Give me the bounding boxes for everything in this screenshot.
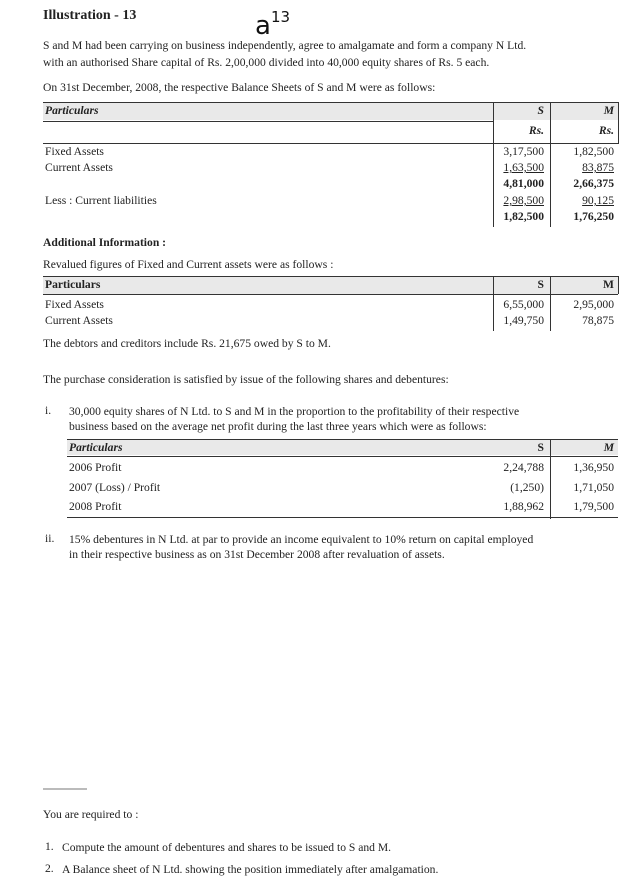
- bs-header-s: S: [537, 104, 544, 117]
- handwritten-sup: 13: [270, 8, 291, 26]
- intro-line-3: On 31st December, 2008, the respective Balance Sheets of S and M were as follows:: [43, 81, 436, 94]
- profit-row-label: 2007 (Loss) / Profit: [69, 481, 161, 494]
- reval-row-s: 1,49,750: [503, 314, 544, 327]
- purchase-note: The purchase consideration is satisfied by issue of the following shares and debentures:: [43, 373, 449, 386]
- item-ii-line-2: in their respective business as on 31st December 2008 after revaluation of assets.: [69, 548, 445, 561]
- bs-header-m: M: [603, 104, 614, 117]
- reval-header-particulars: Particulars: [45, 278, 101, 291]
- reval-row-m: 78,875: [582, 314, 614, 327]
- profit-row-s: 2,24,788: [503, 461, 544, 474]
- intro-line-2: with an authorised Share capital of Rs. 2,00,000 divided into 40,000 equity shares of Rs. 5 each.: [43, 56, 490, 69]
- profit-row-s: (1,250): [510, 481, 544, 494]
- revalued-text: Revalued figures of Fixed and Current assets were as follows :: [43, 258, 334, 271]
- reval-row-s: 6,55,000: [503, 298, 544, 311]
- required-item-text: Compute the amount of debentures and shares to be issued to S and M.: [62, 841, 392, 854]
- bs-row-label: Less : Current liabilities: [45, 194, 157, 207]
- profit-row-m: 1,79,500: [573, 500, 614, 513]
- item-i-line-1: 30,000 equity shares of N Ltd. to S and M in the proportion to the profitability of their respective: [69, 405, 520, 418]
- profit-header-s: S: [537, 441, 544, 454]
- bs-row-m: 90,125: [582, 194, 614, 207]
- item-ii-line-1: 15% debentures in N Ltd. at par to provide an income equivalent to 10% return on capital employed: [69, 533, 534, 546]
- required-item-marker: 1.: [45, 840, 54, 853]
- bs-subtotal-m: 2,66,375: [573, 177, 614, 190]
- item-i-line-2: business based on the average net profit during the last three years which were as follows:: [69, 420, 487, 433]
- profit-header-m: M: [603, 441, 614, 454]
- additional-info-title: Additional Information :: [43, 236, 167, 249]
- debtors-note: The debtors and creditors include Rs. 21,675 owed by S to M.: [43, 337, 331, 350]
- bs-row-label: Current Assets: [45, 161, 113, 174]
- profit-row-label: 2008 Profit: [69, 500, 122, 513]
- bs-header-particulars: Particulars: [45, 104, 99, 117]
- handwritten-note: [255, 8, 290, 41]
- reval-row-label: Fixed Assets: [45, 298, 104, 311]
- profit-row-label: 2006 Profit: [69, 461, 122, 474]
- profit-header-particulars: Particulars: [69, 441, 123, 454]
- reval-row-m: 2,95,000: [573, 298, 614, 311]
- bs-total-s: 1,82,500: [503, 210, 544, 223]
- required-intro: You are required to :: [43, 808, 139, 821]
- bs-total-m: 1,76,250: [573, 210, 614, 223]
- bs-row-s: 2,98,500: [503, 194, 544, 207]
- required-item-marker: 2.: [45, 862, 54, 875]
- reval-header-m: M: [603, 278, 614, 291]
- bs-unit-m: Rs.: [598, 124, 614, 137]
- required-item-text: A Balance sheet of N Ltd. showing the position immediately after amalgamation.: [62, 863, 439, 876]
- profit-row-m: 1,36,950: [573, 461, 614, 474]
- bs-unit-s: Rs.: [528, 124, 544, 137]
- item-ii-marker: ii.: [45, 532, 55, 545]
- reval-header-s: S: [537, 278, 544, 291]
- profit-row-s: 1,88,962: [503, 500, 544, 513]
- bs-row-s: 1,63,500: [503, 161, 544, 174]
- reval-row-label: Current Assets: [45, 314, 113, 327]
- intro-line-1: S and M had been carrying on business independently, agree to amalgamate and form a company N Ltd.: [43, 39, 527, 52]
- bs-subtotal-s: 4,81,000: [503, 177, 544, 190]
- bs-row-s: 3,17,500: [503, 145, 544, 158]
- faint-rule: [43, 788, 87, 790]
- illustration-heading: Illustration - 13: [43, 8, 137, 23]
- item-i-marker: i.: [45, 404, 52, 417]
- bs-row-m: 83,875: [582, 161, 614, 174]
- profit-row-m: 1,71,050: [573, 481, 614, 494]
- handwritten-base: a: [255, 11, 271, 41]
- bs-row-label: Fixed Assets: [45, 145, 104, 158]
- bs-row-m: 1,82,500: [573, 145, 614, 158]
